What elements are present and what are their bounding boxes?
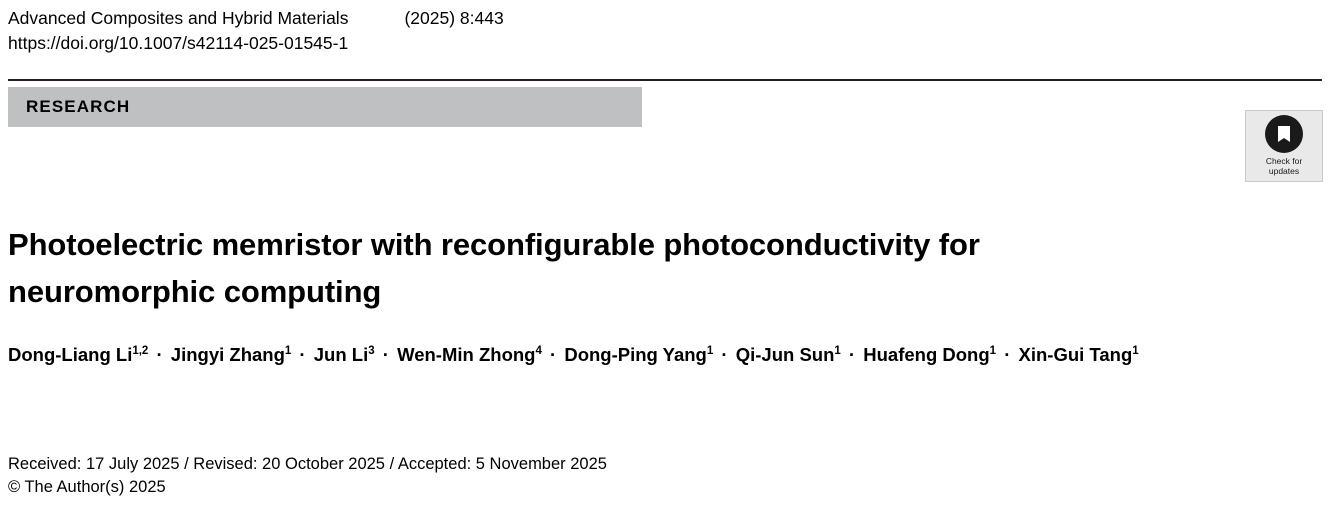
author-entry [397, 344, 542, 365]
author-affiliation-marker: 1 [834, 344, 841, 357]
journal-issue: (2025) 8:443 [404, 8, 504, 28]
crossmark-badge-icon [1265, 115, 1303, 153]
page-title: Photoelectric memristor with reconfigurable photoconductivity for neuromorphic computing [8, 226, 980, 309]
author-affiliation-marker: 4 [535, 344, 542, 357]
author-entry [171, 344, 292, 365]
author-name: Huafeng Dong [863, 344, 990, 365]
author-name: Qi-Jun Sun [735, 344, 835, 365]
author-affiliation-marker: 1,2 [132, 344, 149, 357]
crossmark-label-line2: updates [1268, 166, 1300, 176]
article-history: Received: 17 July 2025 / Revised: 20 October 2025 / Accepted: 5 November 2025 [8, 455, 607, 473]
author-name: Jingyi Zhang [170, 344, 285, 365]
author-list [8, 339, 1258, 370]
author-entry [8, 344, 148, 365]
author-name: Dong-Ping Yang [564, 344, 707, 365]
author-separator: · [716, 344, 733, 365]
author-separator: · [544, 344, 562, 365]
research-label: RESEARCH [26, 97, 131, 116]
author-name: Jun Li [313, 344, 369, 365]
author-name: Xin-Gui Tang [1018, 344, 1133, 365]
author-entry [863, 344, 996, 365]
author-separator: · [377, 344, 395, 365]
author-entry [314, 344, 375, 365]
copyright-line: © The Author(s) 2025 [8, 478, 166, 496]
crossmark-label [1266, 156, 1302, 176]
header-divider [8, 79, 1322, 81]
journal-header [8, 6, 1208, 55]
journal-title-line [8, 6, 1208, 30]
crossmark-badge[interactable] [1245, 110, 1323, 182]
author-affiliation-marker: 1 [1132, 344, 1139, 357]
research-banner [8, 87, 642, 127]
author-affiliation-marker: 1 [284, 344, 292, 357]
author-entry [564, 344, 713, 365]
author-affiliation-marker: 1 [989, 344, 997, 357]
author-affiliation-marker: 1 [706, 344, 714, 357]
author-separator: · [843, 344, 861, 365]
journal-name: Advanced Composites and Hybrid Materials [8, 8, 349, 28]
journal-doi-link[interactable]: https://doi.org/10.1007/s42114-025-01545-1 [8, 33, 349, 53]
author-separator: · [151, 344, 168, 365]
author-entry [1019, 344, 1139, 365]
author-separator: · [999, 344, 1016, 365]
author-name: Wen-Min Zhong [397, 344, 536, 365]
crossmark-label-line1: Check for [1265, 156, 1303, 166]
author-name: Dong-Liang Li [8, 344, 133, 365]
author-separator: · [294, 344, 311, 365]
author-affiliation-marker: 3 [368, 344, 375, 357]
author-entry [736, 344, 841, 365]
